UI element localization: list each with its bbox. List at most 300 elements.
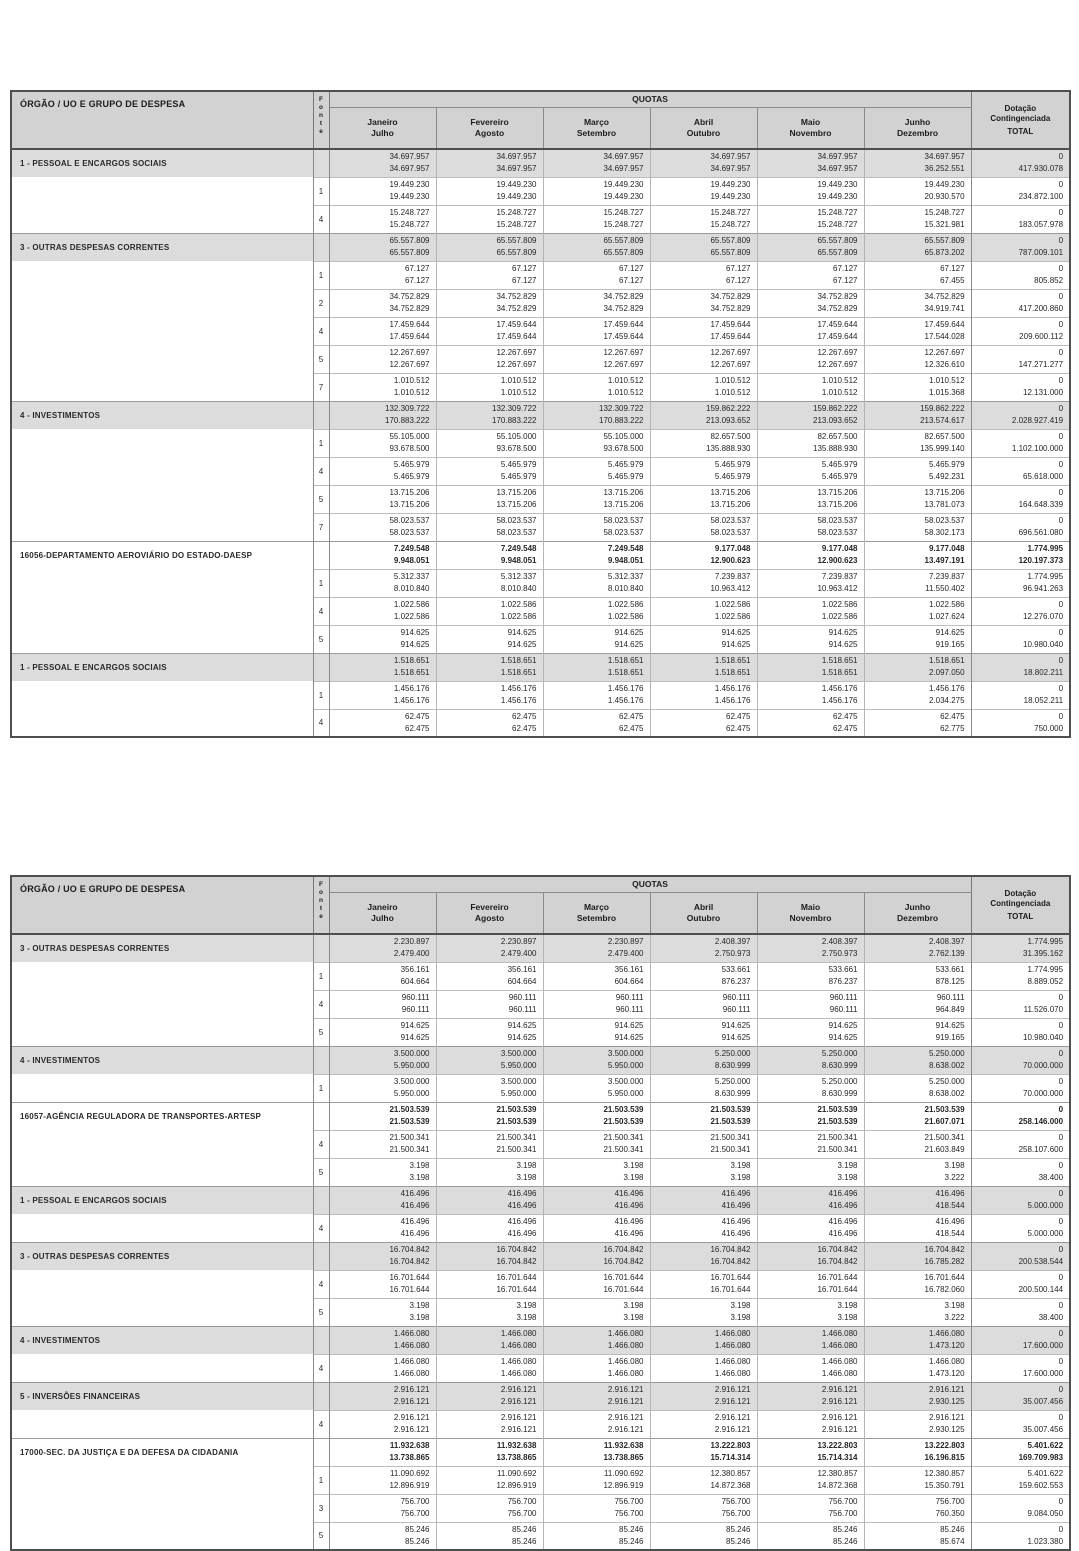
month-bottom-label: Outubro (686, 912, 721, 923)
quota-value-cell (650, 1382, 757, 1410)
month-top-label: Junho (904, 901, 931, 912)
value-line1: 914.625 (400, 628, 430, 637)
value-line1: 34.752.829 (710, 292, 751, 301)
row-label-cell (11, 429, 313, 457)
quota-value-cell (864, 1074, 971, 1102)
fonte-number-cell: 5 (313, 485, 329, 513)
quota-value-cell (864, 1410, 971, 1438)
quota-value-cell (436, 934, 543, 962)
expense-group-row (11, 401, 1070, 429)
fonte-detail-row (11, 681, 1070, 709)
value-line2: 9.084.050 (1027, 1509, 1064, 1518)
value-line1: 5.250.000 (928, 1077, 965, 1086)
value-line2: 34.697.957 (710, 164, 751, 174)
value-line2: 696.561.080 (1018, 528, 1064, 537)
quota-value-cell (543, 625, 650, 653)
value-line2: 2.916.121 (607, 1425, 644, 1434)
value-line2: 67.127 (833, 276, 858, 285)
value-line2: 12.896.919 (603, 1481, 644, 1490)
value-line2: 2.916.121 (821, 1425, 858, 1434)
quota-value-cell (543, 1494, 650, 1522)
value-line2: 20.930.570 (924, 192, 965, 201)
quota-value-cell (864, 1354, 971, 1382)
quota-value-cell (757, 709, 864, 737)
value-line2: 8.630.999 (714, 1061, 751, 1070)
quota-value-cell (864, 1382, 971, 1410)
value-line1: 5.465.979 (607, 460, 644, 469)
value-line2: 416.496 (507, 1229, 537, 1238)
quota-value-cell (329, 485, 436, 513)
quota-value-cell (650, 1018, 757, 1046)
value-line2: 36.252.551 (924, 164, 965, 174)
value-line1: 1.774.995 (1027, 544, 1064, 553)
total-value-cell (971, 1074, 1070, 1102)
value-line1: 0 (1058, 1077, 1064, 1086)
value-line1: 12.380.857 (710, 1469, 751, 1478)
value-line1: 0 (1058, 348, 1064, 357)
value-line1: 21.500.341 (710, 1133, 751, 1142)
fonte-number-cell: 5 (313, 1522, 329, 1550)
value-line2: 2.750.973 (714, 949, 751, 959)
value-line1: 15.248.727 (710, 208, 751, 217)
quota-value-cell (543, 1074, 650, 1102)
quota-value-cell (864, 1326, 971, 1354)
value-line2: 1.010.512 (393, 388, 430, 397)
quota-value-cell (864, 149, 971, 177)
expense-group-row (11, 1046, 1070, 1074)
quota-value-cell (864, 1018, 971, 1046)
value-line1: 13.222.803 (924, 1441, 965, 1450)
value-line2: 15.248.727 (389, 220, 430, 229)
value-line1: 2.916.121 (500, 1385, 537, 1394)
value-line2: 878.125 (935, 977, 965, 986)
quota-value-cell (329, 1522, 436, 1550)
quota-value-cell (650, 962, 757, 990)
value-line2: 13.715.206 (603, 500, 644, 509)
quota-value-cell (757, 317, 864, 345)
value-line2: 756.700 (721, 1509, 751, 1518)
value-line1: 0 (1058, 684, 1064, 693)
value-line2: 12.267.697 (389, 360, 430, 369)
value-line2: 416.496 (400, 1229, 430, 1238)
value-line1: 58.023.537 (603, 516, 644, 525)
value-line1: 62.475 (405, 711, 430, 721)
fonte-detail-row (11, 513, 1070, 541)
value-line2: 914.625 (614, 640, 644, 649)
value-line2: 1.010.512 (500, 388, 537, 397)
quota-value-cell (436, 261, 543, 289)
quota-value-cell (543, 1214, 650, 1242)
value-line1: 7.239.837 (821, 572, 858, 581)
month-bottom-label: Outubro (686, 127, 721, 138)
value-line2: 13.738.865 (603, 1453, 644, 1462)
orgao-row (11, 1438, 1070, 1466)
value-line2: 200.538.544 (1018, 1257, 1064, 1266)
value-line1: 1.518.651 (714, 656, 751, 665)
value-line2: 3.198 (409, 1173, 430, 1182)
quota-value-cell (864, 1466, 971, 1494)
value-line2: 15.248.727 (496, 220, 537, 229)
quota-value-cell (329, 653, 436, 681)
quota-value-cell (543, 1438, 650, 1466)
quota-value-cell (650, 1242, 757, 1270)
value-line2: 35.007.456 (1023, 1397, 1064, 1406)
value-line2: 58.023.537 (710, 528, 751, 537)
quota-value-cell (543, 429, 650, 457)
value-line1: 1.456.176 (714, 684, 751, 693)
value-line2: 1.010.512 (714, 388, 751, 397)
quota-value-cell (864, 1298, 971, 1326)
value-line1: 1.466.080 (714, 1357, 751, 1366)
value-line2: 12.276.070 (1023, 612, 1064, 621)
quota-value-cell (543, 1270, 650, 1298)
quota-value-cell (757, 1046, 864, 1074)
value-line1: 960.111 (401, 993, 430, 1002)
total-header-line: Contingenciada (990, 113, 1051, 123)
value-line1: 62.475 (940, 711, 965, 721)
value-line2: 3.198 (623, 1173, 644, 1182)
value-line1: 0 (1058, 1189, 1064, 1198)
value-line1: 11.932.638 (496, 1441, 537, 1450)
value-line2: 12.896.919 (389, 1481, 430, 1490)
value-line1: 13.715.206 (603, 488, 644, 497)
value-line1: 15.248.727 (817, 208, 858, 217)
month-top-label: Fevereiro (470, 901, 509, 912)
value-line2: 21.603.849 (924, 1145, 965, 1154)
quota-value-cell (650, 1158, 757, 1186)
value-line1: 34.752.829 (817, 292, 858, 301)
value-line1: 3.198 (837, 1161, 858, 1170)
value-line1: 1.518.651 (607, 656, 644, 665)
value-line2: 417.930.078 (1018, 164, 1064, 174)
value-line2: 756.700 (614, 1509, 644, 1518)
value-line1: 2.916.121 (928, 1385, 965, 1394)
value-line2: 1.015.368 (928, 388, 965, 397)
value-line2: 2.916.121 (607, 1397, 644, 1406)
month-top-label: Janeiro (367, 901, 398, 912)
value-line2: 5.465.979 (821, 472, 858, 481)
quota-value-cell (864, 1522, 971, 1550)
total-value-cell (971, 962, 1070, 990)
value-line2: 5.950.000 (393, 1089, 430, 1098)
value-line2: 17.544.028 (924, 332, 965, 341)
quota-value-cell (543, 261, 650, 289)
value-line2: 65.557.809 (817, 248, 858, 257)
quota-value-cell (329, 962, 436, 990)
fonte-detail-row (11, 1298, 1070, 1326)
quota-value-cell (436, 317, 543, 345)
value-line2: 34.752.829 (496, 304, 537, 313)
row-label-cell (11, 513, 313, 541)
month-top-label: Maio (800, 901, 821, 912)
quota-value-cell (329, 289, 436, 317)
quota-value-cell (329, 1298, 436, 1326)
quota-value-cell (329, 1046, 436, 1074)
quota-value-cell (757, 1074, 864, 1102)
value-line1: 1.022.586 (714, 600, 751, 609)
value-line1: 3.500.000 (393, 1049, 430, 1058)
value-line1: 16.704.842 (710, 1245, 751, 1254)
value-line1: 1.518.651 (928, 656, 965, 665)
value-line1: 0 (1058, 1497, 1064, 1506)
quota-value-cell (329, 541, 436, 569)
quota-value-cell (757, 1522, 864, 1550)
value-line2: 417.200.860 (1018, 304, 1064, 313)
quota-value-cell (436, 233, 543, 261)
quota-value-cell (650, 177, 757, 205)
row-label-cell (11, 261, 313, 289)
value-line2: 12.896.919 (496, 1481, 537, 1490)
value-line2: 38.400 (1038, 1313, 1064, 1322)
month-bottom-label: Novembro (789, 912, 832, 923)
value-line2: 15.248.727 (710, 220, 751, 229)
value-line2: 169.709.983 (1018, 1453, 1064, 1462)
value-line2: 914.625 (721, 640, 751, 649)
value-line1: 2.230.897 (607, 937, 644, 947)
total-value-cell (971, 934, 1070, 962)
quota-value-cell (436, 289, 543, 317)
quota-value-cell (436, 1410, 543, 1438)
quota-value-cell (329, 934, 436, 962)
value-line1: 16.704.842 (389, 1245, 430, 1254)
value-line2: 2.916.121 (714, 1425, 751, 1434)
value-line2: 914.625 (507, 1033, 537, 1042)
value-line2: 164.648.339 (1018, 500, 1064, 509)
row-label-cell: 4 - INVESTIMENTOS (11, 401, 313, 429)
value-line1: 3.198 (837, 1301, 858, 1310)
value-line2: 67.127 (726, 276, 751, 285)
quota-value-cell (329, 261, 436, 289)
fonte-number-cell: 5 (313, 1298, 329, 1326)
quota-value-cell (329, 1214, 436, 1242)
value-line2: 16.701.644 (710, 1285, 751, 1294)
quota-value-cell (543, 205, 650, 233)
fonte-detail-row (11, 1410, 1070, 1438)
value-line2: 35.007.456 (1023, 1425, 1064, 1434)
value-line2: 21.503.539 (817, 1117, 858, 1126)
value-line1: 21.503.539 (603, 1105, 644, 1114)
quota-value-cell (757, 990, 864, 1018)
quota-value-cell (864, 1214, 971, 1242)
fonte-detail-row (11, 1158, 1070, 1186)
quota-value-cell (329, 345, 436, 373)
value-line2: 8.010.840 (500, 584, 537, 593)
quotas-header: QUOTAS (329, 876, 971, 892)
fonte-letter: e (319, 128, 323, 135)
value-line2: 16.196.815 (924, 1453, 965, 1462)
quota-value-cell (650, 653, 757, 681)
value-line2: 65.557.809 (496, 248, 537, 257)
total-value-cell (971, 1158, 1070, 1186)
fonte-number-cell (313, 1242, 329, 1270)
value-line2: 1.466.080 (821, 1369, 858, 1378)
fonte-detail-row (11, 1074, 1070, 1102)
value-line1: 1.010.512 (928, 376, 965, 385)
quota-value-cell (757, 485, 864, 513)
quota-value-cell (329, 1382, 436, 1410)
fonte-letter: F (319, 96, 323, 103)
quota-value-cell (329, 990, 436, 1018)
value-line2: 5.465.979 (607, 472, 644, 481)
value-line2: 8.889.052 (1027, 977, 1064, 986)
month-column-header (864, 892, 971, 934)
value-line2: 2.750.973 (821, 949, 858, 959)
fonte-number-cell: 7 (313, 373, 329, 401)
quota-value-cell (436, 1018, 543, 1046)
value-line2: 16.704.842 (603, 1257, 644, 1266)
value-line1: 5.312.337 (500, 572, 537, 581)
value-line1: 1.466.080 (928, 1329, 965, 1338)
fonte-column-header (313, 876, 329, 934)
quota-value-cell (757, 1270, 864, 1298)
value-line2: 8.630.999 (821, 1089, 858, 1098)
value-line2: 8.010.840 (393, 584, 430, 593)
value-line1: 0 (1058, 208, 1064, 217)
row-label-cell: 3 - OUTRAS DESPESAS CORRENTES (11, 934, 313, 962)
row-label-cell (11, 709, 313, 737)
total-value-cell (971, 709, 1070, 737)
total-value-cell (971, 233, 1070, 261)
quota-value-cell (650, 345, 757, 373)
total-header-line: Dotação (1004, 888, 1037, 898)
quota-value-cell (864, 1158, 971, 1186)
value-line1: 132.309.722 (492, 404, 537, 413)
value-line2: 1.466.080 (714, 1341, 751, 1350)
expense-group-row (11, 233, 1070, 261)
value-line1: 11.932.638 (603, 1441, 644, 1450)
quota-table-page-1 (10, 90, 1069, 738)
fonte-number-cell (313, 1382, 329, 1410)
value-line2: 65.557.809 (389, 248, 430, 257)
fonte-detail-row (11, 177, 1070, 205)
quota-value-cell (543, 1522, 650, 1550)
value-line2: 416.496 (614, 1229, 644, 1238)
quota-value-cell (757, 569, 864, 597)
value-line2: 960.111 (722, 1005, 751, 1014)
value-line2: 13.781.073 (924, 500, 965, 509)
fonte-number-cell: 5 (313, 1018, 329, 1046)
quota-value-cell (650, 1466, 757, 1494)
quota-value-cell (329, 1102, 436, 1130)
value-line1: 5.465.979 (821, 460, 858, 469)
quota-value-cell (864, 597, 971, 625)
value-line2: 85.246 (512, 1536, 537, 1546)
value-line1: 416.496 (614, 1217, 644, 1226)
value-line1: 16.701.644 (924, 1273, 965, 1282)
value-line1: 65.557.809 (496, 236, 537, 245)
value-line2: 760.350 (935, 1509, 965, 1518)
value-line2: 34.697.957 (603, 164, 644, 174)
value-line1: 132.309.722 (599, 404, 644, 413)
value-line1: 914.625 (400, 1021, 430, 1030)
fonte-number-cell: 4 (313, 457, 329, 485)
value-line1: 5.312.337 (607, 572, 644, 581)
value-line1: 3.500.000 (500, 1077, 537, 1086)
value-line2: 67.127 (405, 276, 430, 285)
fonte-number-cell: 1 (313, 962, 329, 990)
value-line2: 750.000 (1034, 723, 1064, 733)
row-label-cell (11, 990, 313, 1018)
value-line1: 1.456.176 (821, 684, 858, 693)
value-line1: 17.459.644 (496, 320, 537, 329)
fonte-number-cell (313, 653, 329, 681)
value-line1: 0 (1058, 1245, 1064, 1254)
value-line2: 17.459.644 (817, 332, 858, 341)
value-line2: 756.700 (507, 1509, 537, 1518)
value-line2: 1.456.176 (714, 696, 751, 705)
fonte-letter: F (319, 881, 323, 888)
value-line2: 2.034.275 (928, 696, 965, 705)
value-line2: 12.900.623 (710, 556, 751, 565)
fonte-detail-row (11, 1494, 1070, 1522)
value-line2: 62.775 (940, 723, 965, 733)
value-line1: 55.105.000 (389, 432, 430, 441)
value-line2: 34.752.829 (710, 304, 751, 313)
value-line1: 12.380.857 (924, 1469, 965, 1478)
value-line1: 0 (1058, 432, 1064, 441)
value-line2: 17.459.644 (389, 332, 430, 341)
value-line2: 10.980.040 (1023, 640, 1064, 649)
value-line1: 533.661 (935, 965, 965, 974)
row-label-cell (11, 1494, 313, 1522)
value-line1: 21.500.341 (496, 1133, 537, 1142)
quota-value-cell (436, 709, 543, 737)
value-line2: 14.872.368 (710, 1481, 751, 1490)
quota-value-cell (329, 709, 436, 737)
quota-value-cell (543, 513, 650, 541)
quota-value-cell (543, 457, 650, 485)
value-line2: 1.518.651 (607, 668, 644, 677)
value-line2: 170.883.222 (385, 416, 430, 425)
value-line2: 787.009.101 (1018, 248, 1064, 257)
value-line2: 12.326.610 (924, 360, 965, 369)
value-line2: 2.930.125 (928, 1397, 965, 1406)
value-line2: 147.271.277 (1018, 360, 1064, 369)
quota-value-cell (436, 625, 543, 653)
value-line1: 55.105.000 (496, 432, 537, 441)
value-line1: 1.010.512 (393, 376, 430, 385)
row-label-cell: 16057-AGÊNCIA REGULADORA DE TRANSPORTES-ARTESP (11, 1102, 313, 1130)
quota-value-cell (650, 934, 757, 962)
value-line2: 21.500.341 (710, 1145, 751, 1154)
quota-value-cell (650, 1214, 757, 1242)
value-line2: 34.697.957 (817, 164, 858, 174)
fonte-number-cell: 4 (313, 317, 329, 345)
value-line2: 1.466.080 (607, 1341, 644, 1350)
quota-value-cell (864, 681, 971, 709)
fonte-detail-row (11, 709, 1070, 737)
value-line2: 85.246 (833, 1536, 858, 1546)
value-line1: 914.625 (614, 1021, 644, 1030)
fonte-letter: t (319, 905, 323, 912)
fonte-number-cell: 1 (313, 429, 329, 457)
value-line2: 213.093.652 (706, 416, 751, 425)
quota-value-cell (650, 1074, 757, 1102)
value-line2: 21.503.539 (710, 1117, 751, 1126)
quota-value-cell (650, 261, 757, 289)
value-line1: 416.496 (721, 1189, 751, 1198)
value-line2: 58.302.173 (924, 528, 965, 537)
quota-value-cell (650, 681, 757, 709)
row-label-cell (11, 1298, 313, 1326)
value-line1: 5.465.979 (393, 460, 430, 469)
total-value-cell (971, 1410, 1070, 1438)
value-line1: 1.518.651 (393, 656, 430, 665)
quota-value-cell (543, 1242, 650, 1270)
quota-value-cell (329, 1074, 436, 1102)
quota-value-cell (650, 1186, 757, 1214)
value-line1: 5.465.979 (714, 460, 751, 469)
